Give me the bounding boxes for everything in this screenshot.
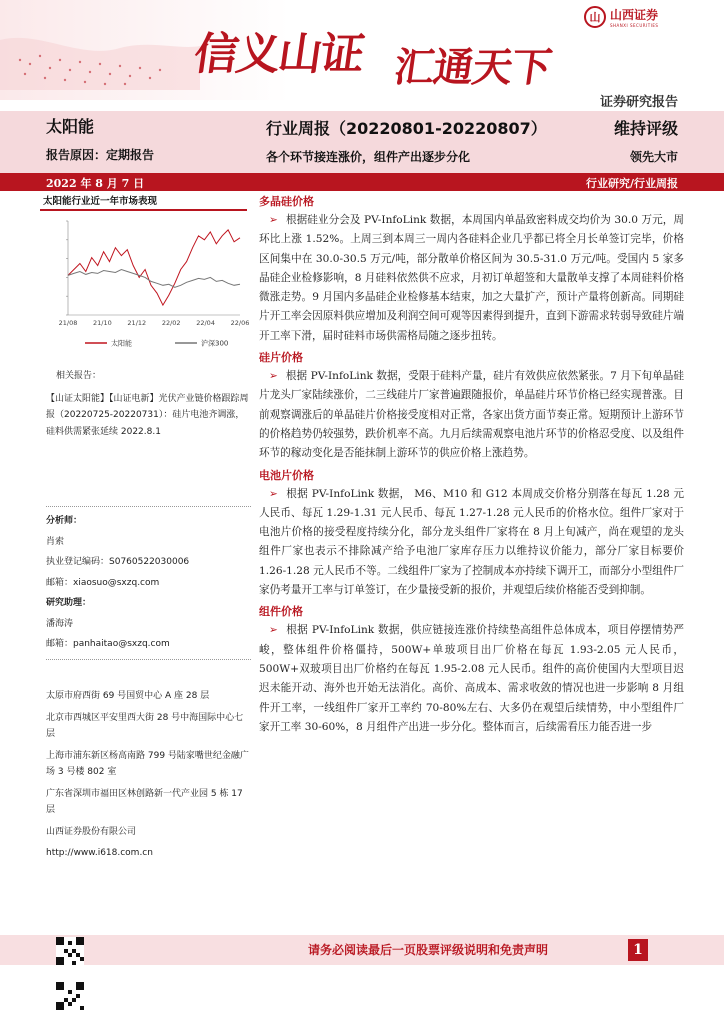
sidebar	[40, 192, 250, 361]
section-heading: 电池片价格	[259, 468, 314, 482]
related-text: 【山证太阳能】【山证电新】光伏产业链价格跟踪周报（20220725-20220731）：硅片电池齐调涨，硅料供需紧张延续 2022.8.1	[46, 393, 249, 437]
analyst-info	[46, 500, 251, 666]
legend-label: 沪深300	[201, 339, 229, 348]
logo-en: SHANXI SECURITIES	[610, 23, 659, 28]
bullet-arrow-icon: ➢	[269, 624, 278, 637]
section-module	[259, 603, 684, 737]
performance-chart-svg	[40, 211, 250, 361]
section-paragraph: ➢ 根据 PV-InfoLink 数据，供应链接连涨价持续垫高组件总体成本，项目停摆情势严峻，整体组件价格僵持，500W+单玻项目出厂价格在每瓦 1.93-2.05 元人民币，500W+双玻项目出厂价格约在每瓦 1.95-2.08 元人民币。组件的高价使国内大型项目迟迟未能开动、海外也开始无法消化。高价、高成本、需求收敛的情况也进一步影响 8 月组件开工率，一线组件厂家开工率约 70-80%左右、大多仍在观望后续情势，中小型组件厂家开工率 30-60%，8 月组件产出进一步分化。整体而言，后续需看压力能否进一步	[259, 624, 684, 733]
logo-name: 山西证券	[610, 8, 659, 22]
analyst-label: 分析师：	[46, 516, 83, 526]
section-heading: 硅片价格	[259, 351, 303, 365]
report-type: 证券研究报告	[599, 95, 678, 110]
header-wave-decoration	[0, 20, 200, 90]
logo-mark-icon: 山	[584, 6, 606, 28]
related-label: 相关报告：	[56, 371, 102, 381]
analyst-email[interactable]: 邮箱：xiaosuo@sxzq.com	[46, 577, 160, 588]
assistant-label: 研究助理：	[46, 598, 92, 608]
section-heading: 组件价格	[259, 605, 303, 619]
address-line: 上海市浦东新区杨高南路 799 号陆家嘴世纪金融广场 3 号楼 802 室	[46, 750, 249, 777]
address-line: 太原市府西街 69 号国贸中心 A 座 28 层	[46, 691, 210, 701]
legend-label: 太阳能	[111, 339, 132, 348]
analyst-cert: 执业登记编码：S0760522030006	[46, 557, 190, 567]
section-polysilicon	[259, 193, 684, 346]
slogan-right: 汇通天下	[391, 44, 554, 91]
bullet-arrow-icon: ➢	[269, 487, 278, 500]
series-line-1	[68, 270, 240, 288]
analyst-name: 肖索	[46, 536, 65, 547]
address-list	[46, 688, 251, 862]
x-tick-label: 22/04	[196, 319, 215, 327]
sector-name: 太阳能	[46, 117, 95, 136]
series-line-0	[68, 230, 240, 305]
bullet-arrow-icon: ➢	[269, 214, 278, 226]
qr-code-icon[interactable]	[56, 982, 84, 1010]
section-heading: 多晶硅价格	[259, 195, 314, 208]
qr-code-icon[interactable]	[56, 937, 84, 965]
assistant-email[interactable]: 邮箱：panhaitao@sxzq.com	[46, 639, 170, 649]
slogan-left: 信义山证	[190, 29, 366, 80]
assistant-name: 潘海涛	[46, 618, 74, 629]
rating-sub: 领先大市	[629, 150, 678, 164]
x-tick-label: 21/12	[127, 319, 147, 327]
x-tick-label: 22/06	[230, 319, 250, 327]
x-tick-label: 21/10	[93, 319, 112, 327]
x-tick-label: 22/02	[161, 319, 181, 327]
report-title: 行业周报（20220801-20220807）	[266, 119, 547, 138]
section-cell	[259, 467, 684, 601]
report-date: 2022 年 8 月 7 日	[46, 177, 145, 190]
company-name: 山西证券股份有限公司	[46, 826, 137, 837]
chart-title: 太阳能行业近一年市场表现	[40, 192, 247, 211]
bullet-arrow-icon: ➢	[269, 370, 278, 383]
page-header	[0, 0, 724, 110]
section-paragraph: ➢ 根据 PV-InfoLink 数据， M6、M10 和 G12 本周成交价格分别落在每瓦 1.28 元人民币、每瓦 1.29-1.31 元人民币、每瓦 1.27-1.28 元人民币的价格水位。组件厂家对于电池片价格的接受程度持续分化，部分龙头组件厂家将在 8 月上旬减产，尚在观望的龙头组件厂家也表示不排除减产给予电池厂家库存压力以维持议价能力，部分厂家目标要价 1.26-1.28 元人民币不等。二线组件厂家为了控制成本亦持续下调开工，而部分小型组件厂家仍考量开工率与订单签订，在少量接受新的报价，并观望后续价格能否受到抑制。	[259, 487, 684, 597]
rating: 维持评级	[613, 119, 678, 138]
company-logo	[584, 6, 658, 28]
report-reason	[46, 146, 154, 163]
section-paragraph: ➢ 根据 PV-InfoLink 数据，受限于硅料产量，硅片有效供应依然紧张。7 月下旬单晶硅片龙头厂家陆续涨价，二三线硅片厂家普遍跟随报价，单晶硅片环节价格已经实现普涨。目前观察调涨后的单晶硅片价格接受度相对正常，各家出货方面节奏正常。短期预计上游环节的价格趋势仍较强势，跌价机率不高。九月后续需观察电池片环节的价格忍受度、以及组件环节的稼动变化是否能抹制上游环节的供应价格上涨趋势。	[259, 370, 684, 460]
x-tick-label: 21/08	[58, 319, 78, 327]
page-number: 1	[628, 939, 648, 961]
reason-value: 定期报告	[106, 148, 155, 162]
related-reports	[46, 368, 251, 440]
performance-chart	[40, 211, 250, 361]
report-subtitle: 各个环节接连涨价，组件产出逐步分化	[266, 150, 471, 164]
report-category: 行业研究/行业周报	[585, 177, 678, 190]
company-website[interactable]: http://www.i618.com.cn	[46, 848, 153, 858]
address-line: 北京市西城区平安里西大街 28 号中海国际中心七层	[46, 712, 244, 739]
section-paragraph: ➢ 根据硅业分会及 PV-InfoLink 数据，本周国内单晶致密料成交均价为 30.0 万元，周环比上涨 1.52%。上周三到本周三一周内各硅料企业几乎都已将全月长单签订完毕，价格区间集中在 30.0-30.5 万元/吨，部分散单价格区间为 30.5-31.0 万元/吨。受国内 5 家多晶硅企业检修影响，8 月硅料依然供不应求，月初订单超签和大量散单支撑了本周硅料价格微涨走势。9 月国内多晶硅企业检修基本结束，加之大量扩产，预计产量将创新高。同期硅片开工率会因原料供应增加及利润空间可观等因素得到提升，直到下游需求转弱导致硅片端开工率下滑，届时硅料市场供需格局随之逐步扭转。	[259, 214, 684, 342]
main-content	[259, 192, 684, 737]
reason-label: 报告原因：	[46, 148, 107, 162]
disclaimer-note: 请务必阅读最后一页股票评级说明和免责声明	[308, 943, 549, 957]
section-wafer	[259, 349, 684, 463]
address-line: 广东省深圳市福田区林创路新一代产业园 5 栋 17 层	[46, 788, 243, 815]
